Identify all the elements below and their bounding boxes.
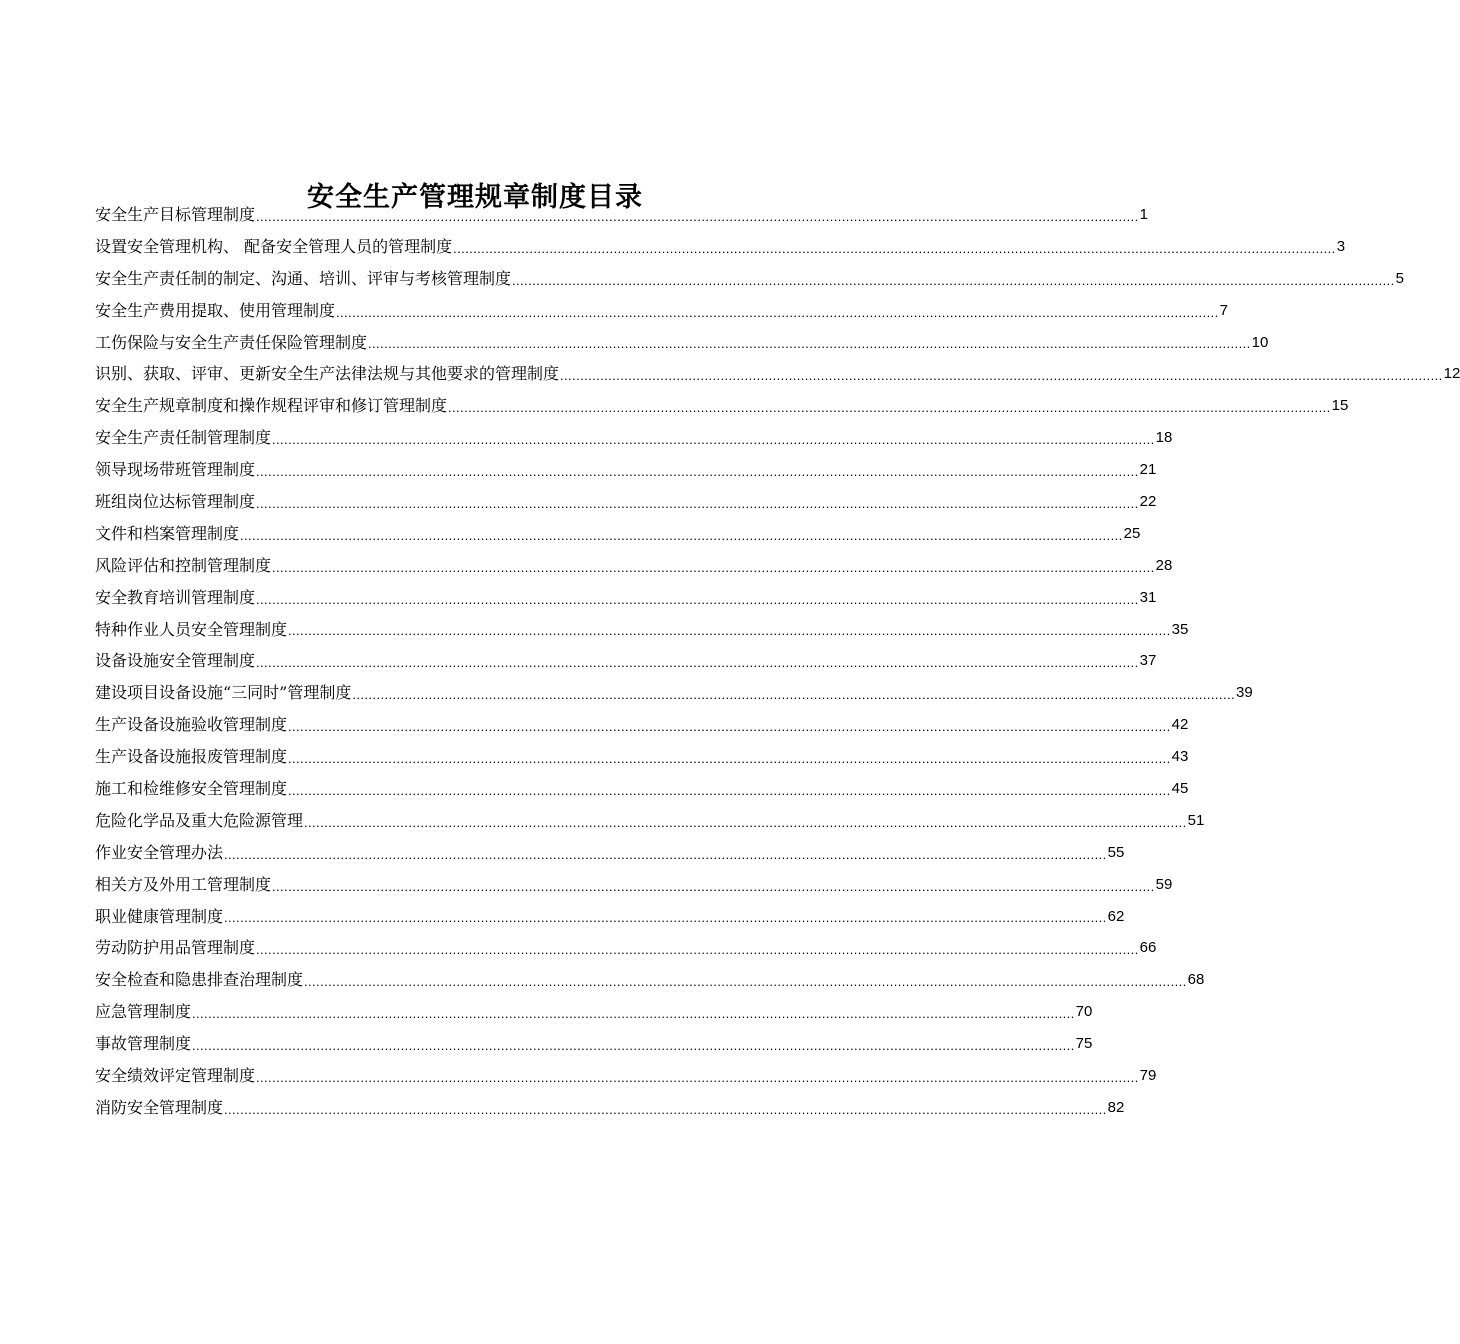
toc-page-number: 59: [1155, 875, 1173, 893]
toc-page-number: 18: [1155, 429, 1173, 447]
toc-leader-dots: ............................................................................................................................................................................................................................: [272, 432, 1155, 448]
toc-entry[interactable]: [95, 805, 1205, 837]
toc-entry-title: 设置安全管理机构、 配备安全管理人员的管理制度: [95, 236, 453, 256]
toc-entry-title: 工伤保险与安全生产责任保险管理制度: [95, 332, 368, 352]
toc-entry-title: 事故管理制度: [95, 1034, 192, 1054]
toc-entry-title: 危险化学品及重大危险源管理: [95, 810, 304, 830]
toc-leader-dots: ............................................................................................................................................................................................................................: [288, 782, 1171, 798]
toc-entry[interactable]: [95, 932, 1157, 964]
toc-leader-dots: ............................................................................................................................................................................................................................: [256, 942, 1139, 958]
toc-entry-title: 领导现场带班管理制度: [95, 460, 256, 480]
toc-page-number: 39: [1235, 684, 1253, 702]
toc-entry-title: 班组岗位达标管理制度: [95, 492, 256, 511]
toc-entry[interactable]: [95, 709, 1189, 741]
toc-entry[interactable]: [95, 454, 1157, 486]
toc-entry[interactable]: [95, 327, 1269, 359]
toc-entry[interactable]: [95, 677, 1253, 709]
toc-entry[interactable]: [95, 358, 1460, 390]
toc-entry-title: 施工和检维修安全管理制度: [95, 779, 288, 799]
toc-page-number: 75: [1075, 1035, 1093, 1053]
toc-entry[interactable]: [95, 550, 1173, 582]
toc-entry-title: 安全生产责任制管理制度: [95, 428, 272, 448]
toc-page-number: 21: [1139, 461, 1157, 479]
toc-entry-title: 风险评估和控制管理制度: [95, 555, 272, 575]
toc-leader-dots: ............................................................................................................................................................................................................................: [192, 1006, 1075, 1022]
toc-entry[interactable]: [95, 1028, 1093, 1060]
toc-entry-title: 作业安全管理办法: [95, 842, 224, 862]
toc-entry[interactable]: [95, 996, 1093, 1028]
toc-page-number: 5: [1395, 269, 1404, 287]
toc-page-number: 51: [1187, 811, 1205, 829]
toc-page-number: 35: [1171, 620, 1189, 638]
toc-leader-dots: ............................................................................................................................................................................................................................: [256, 495, 1139, 511]
table-of-contents: [95, 199, 1460, 1124]
toc-leader-dots: ............................................................................................................................................................................................................................: [304, 814, 1187, 830]
toc-page-number: 45: [1171, 780, 1189, 798]
toc-page-number: 66: [1139, 939, 1157, 957]
toc-leader-dots: ............................................................................................................................................................................................................................: [256, 464, 1139, 480]
toc-page-number: 1: [1139, 205, 1148, 223]
toc-entry[interactable]: [95, 199, 1148, 231]
toc-page-number: 82: [1107, 1098, 1125, 1116]
toc-entry[interactable]: [95, 518, 1141, 550]
toc-entry-title: 应急管理制度: [95, 1002, 192, 1022]
toc-page-number: 68: [1187, 971, 1205, 989]
toc-entry-title: 相关方及外用工管理制度: [95, 874, 272, 894]
toc-leader-dots: ............................................................................................................................................................................................................................: [224, 1101, 1107, 1117]
toc-entry-title: 文件和档案管理制度: [95, 523, 240, 543]
toc-leader-dots: ............................................................................................................................................................................................................................: [288, 719, 1171, 735]
toc-leader-dots: ............................................................................................................................................................................................................................: [272, 559, 1155, 575]
toc-entry-title: 安全生产规章制度和操作规程评审和修订管理制度: [95, 396, 448, 416]
toc-entry-title: 消防安全管理制度: [95, 1097, 224, 1117]
toc-entry-title: 建设项目设备设施“三同时”管理制度: [95, 683, 352, 703]
toc-entry-title: 识别、获取、评审、更新安全生产法律法规与其他要求的管理制度: [95, 364, 560, 384]
toc-entry-title: 安全生产责任制的制定、沟通、培训、评审与考核管理制度: [95, 268, 512, 288]
toc-leader-dots: ............................................................................................................................................................................................................................: [224, 846, 1107, 862]
toc-entry-title: 特种作业人员安全管理制度: [95, 619, 288, 639]
toc-entry[interactable]: [95, 741, 1189, 773]
toc-page-number: 3: [1336, 237, 1346, 255]
toc-leader-dots: ............................................................................................................................................................................................................................: [288, 623, 1171, 639]
toc-entry[interactable]: [95, 901, 1125, 933]
toc-entry[interactable]: [95, 837, 1125, 869]
toc-leader-dots: ............................................................................................................................................................................................................................: [453, 240, 1336, 256]
toc-entry-title: 设备设施安全管理制度: [95, 651, 256, 671]
toc-leader-dots: ............................................................................................................................................................................................................................: [256, 1069, 1139, 1085]
toc-leader-dots: ............................................................................................................................................................................................................................: [256, 655, 1139, 671]
toc-entry-title: 安全检查和隐患排查治理制度: [95, 970, 304, 990]
toc-leader-dots: ............................................................................................................................................................................................................................: [256, 591, 1139, 607]
toc-entry[interactable]: [95, 295, 1228, 327]
toc-page-number: 31: [1139, 588, 1157, 606]
toc-page-number: 12: [1443, 365, 1460, 383]
toc-entry[interactable]: [95, 582, 1157, 614]
toc-page-number: 37: [1139, 652, 1157, 670]
toc-page-number: 7: [1219, 301, 1228, 319]
toc-entry-title: 生产设备设施报废管理制度: [95, 747, 288, 767]
toc-entry[interactable]: [95, 263, 1404, 295]
toc-leader-dots: ............................................................................................................................................................................................................................: [352, 687, 1235, 703]
toc-page-number: 10: [1251, 333, 1269, 351]
toc-entry[interactable]: [95, 231, 1346, 263]
toc-entry-title: 安全教育培训管理制度: [95, 587, 256, 607]
toc-entry[interactable]: [95, 964, 1205, 996]
toc-page-number: 28: [1155, 556, 1173, 574]
toc-entry-title: 安全绩效评定管理制度: [95, 1066, 256, 1086]
toc-page-number: 22: [1139, 493, 1157, 510]
toc-page-number: 42: [1171, 716, 1189, 734]
toc-leader-dots: ............................................................................................................................................................................................................................: [272, 878, 1155, 894]
toc-page-number: 25: [1123, 524, 1141, 542]
toc-page-number: 70: [1075, 1003, 1093, 1021]
toc-entry[interactable]: [95, 1092, 1125, 1124]
toc-entry[interactable]: [95, 614, 1189, 646]
toc-leader-dots: ............................................................................................................................................................................................................................: [512, 272, 1395, 288]
toc-entry[interactable]: [95, 645, 1157, 677]
toc-entry[interactable]: [95, 773, 1189, 805]
toc-entry[interactable]: [95, 1060, 1157, 1092]
toc-entry[interactable]: [95, 486, 1157, 518]
toc-leader-dots: ............................................................................................................................................................................................................................: [336, 304, 1219, 320]
toc-page-number: 55: [1107, 843, 1125, 861]
toc-leader-dots: ............................................................................................................................................................................................................................: [256, 208, 1139, 224]
toc-leader-dots: ............................................................................................................................................................................................................................: [240, 527, 1123, 543]
toc-leader-dots: ............................................................................................................................................................................................................................: [192, 1038, 1075, 1054]
toc-entry-title: 职业健康管理制度: [95, 906, 224, 926]
toc-page-number: 15: [1331, 397, 1349, 415]
toc-entry-title: 劳动防护用品管理制度: [95, 938, 256, 958]
toc-leader-dots: ............................................................................................................................................................................................................................: [224, 910, 1107, 926]
toc-page-number: 43: [1171, 748, 1189, 766]
toc-entry-title: 安全生产费用提取、使用管理制度: [95, 300, 336, 320]
toc-leader-dots: ............................................................................................................................................................................................................................: [304, 974, 1187, 990]
page-title: 安全生产管理规章制度目录: [307, 182, 643, 214]
toc-entry[interactable]: [95, 422, 1173, 454]
toc-entry-title: 安全生产目标管理制度: [95, 204, 256, 224]
toc-page-number: 79: [1139, 1067, 1157, 1085]
toc-leader-dots: ............................................................................................................................................................................................................................: [448, 400, 1331, 416]
toc-entry[interactable]: [95, 390, 1349, 422]
toc-leader-dots: ............................................................................................................................................................................................................................: [288, 751, 1171, 767]
toc-entry-title: 生产设备设施验收管理制度: [95, 715, 288, 735]
toc-leader-dots: ............................................................................................................................................................................................................................: [368, 336, 1251, 352]
toc-page-number: 62: [1107, 907, 1125, 925]
toc-entry[interactable]: [95, 869, 1173, 901]
toc-leader-dots: ............................................................................................................................................................................................................................: [560, 368, 1443, 384]
